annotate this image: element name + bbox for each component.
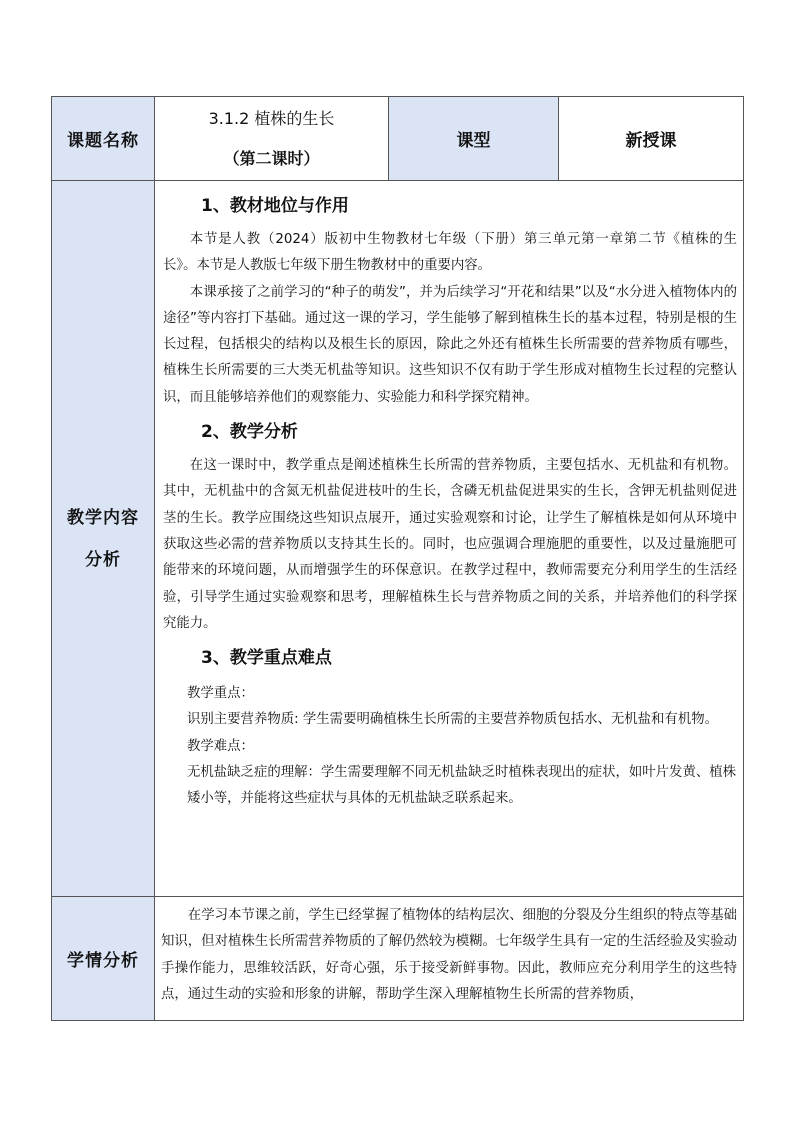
student-analysis-row [52, 897, 744, 1021]
header-row [52, 97, 744, 181]
difficulty-text: 无机盐缺乏症的理解：学生需要理解不同无机盐缺乏时植株表现出的症状，如叶片发黄、植株矮小等，并能将这些症状与具体的无机盐缺乏联系起来。 [187, 765, 737, 807]
difficulty-label: 教学难点： [187, 738, 254, 754]
lesson-plan-table [51, 96, 744, 1021]
topic-label: 课题名称 [52, 97, 155, 181]
section2-heading: 2、教学分析 [201, 422, 298, 443]
topic-title-cell [155, 97, 389, 181]
student-analysis-label: 学情分析 [52, 897, 155, 1021]
topic-title: 3.1.2 植株的生长 [208, 108, 335, 128]
topic-subtitle: （第二课时） [223, 148, 320, 168]
student-analysis-body [155, 897, 744, 1021]
section1-paragraph-2: 本课承接了之前学习的“种子的萌发”，并为后续学习“开花和结果”以及“水分进入植物体内的途径”等内容打下基础。通过这一课的学习，学生能够了解到植株生长的基本过程，特别是根的生长过程，包括根尖的结构以及根生长的原因，除此之外还有植株生长所需要的营养物质有哪些，植株生长所需要的三大类无机盐等知识。这些知识不仅有助于学生形成对植物生长过程的完整认识，而且能够培养他们的观察能力、实验能力和科学探究精神。 [163, 284, 737, 405]
content-analysis-label [52, 181, 155, 897]
type-label: 课型 [389, 97, 559, 181]
content-analysis-row [52, 181, 744, 897]
content-analysis-body [155, 181, 744, 897]
key-point-label: 教学重点： [187, 686, 254, 702]
content-analysis-label-line1: 教学内容 [67, 507, 139, 528]
type-value: 新授课 [559, 97, 744, 181]
section1-paragraph-1: 本节是人教（2024）版初中生物教材七年级（下册）第三单元第一章第二节《植株的生长》。本节是人教版七年级下册生物教材中的重要内容。 [163, 232, 737, 274]
content-analysis-label-line2: 分析 [85, 549, 121, 570]
key-point-text: 识别主要营养物质: 学生需要明确植株生长所需的主要营养物质包括水、无机盐和有机物。 [187, 712, 718, 728]
student-analysis-paragraph: 在学习本节课之前，学生已经掌握了植物体的结构层次、细胞的分裂及分生组织的特点等基础知识，但对植株生长所需营养物质的了解仍然较为模糊。七年级学生具有一定的生活经验及实验动手操作能力，思维较活跃，好奇心强，乐于接受新鲜事物。因此，教师应充分利用学生的这些特点，通过生动的实验和形象的讲解，帮助学生深入理解植物生长所需的营养物质， [161, 908, 737, 1002]
section1-heading: 1、教材地位与作用 [201, 196, 349, 216]
section3-heading: 3、教学重点难点 [201, 648, 332, 669]
section2-paragraph: 在这一课时中，教学重点是阐述植株生长所需的营养物质，主要包括水、无机盐和有机物。其中，无机盐中的含氮无机盐促进枝叶的生长，含磷无机盐促进果实的生长，含钾无机盐则促进茎的生长。教学应围绕这些知识点展开，通过实验观察和讨论，让学生了解植株是如何从环境中获取这些必需的营养物质以支持其生长的。同时，也应强调合理施肥的重要性，以及过量施肥可能带来的环境问题，从而增强学生的环保意识。在教学过程中，教师需要充分利用学生的生活经验，引导学生通过实验观察和思考，理解植株生长与营养物质之间的关系，并培养他们的科学探究能力。 [163, 458, 737, 631]
